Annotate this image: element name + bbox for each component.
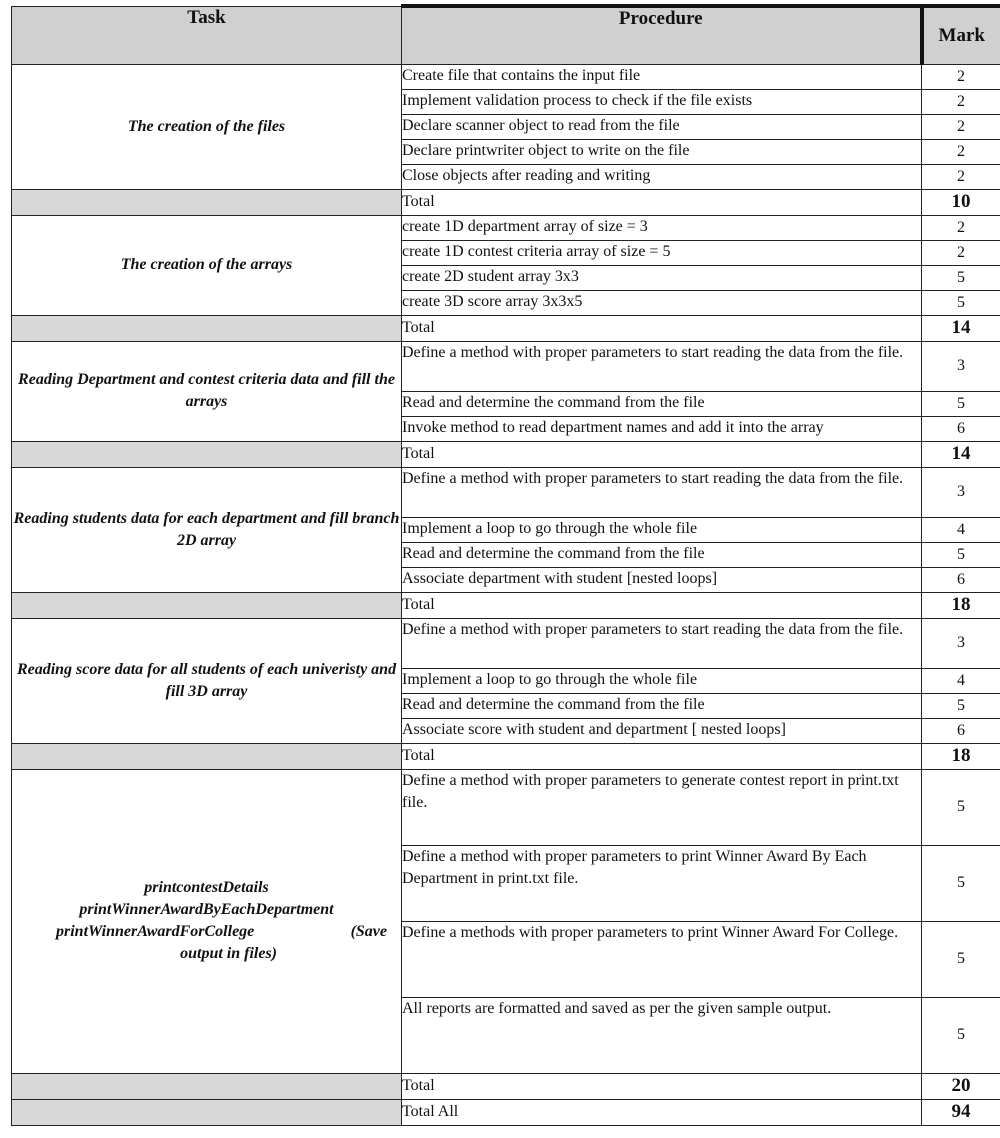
marking-rubric-table xyxy=(11,4,1000,1126)
total-blank-cell xyxy=(12,315,402,341)
procedure-cell: Read and determine the command from the file xyxy=(402,542,922,567)
table-row xyxy=(12,769,1000,845)
total-value: 10 xyxy=(922,189,1000,215)
procedure-cell: Define a method with proper parameters to start reading the data from the file. xyxy=(402,467,922,517)
task-cell: Reading score data for all students of each univeristy and fill 3D array xyxy=(12,618,402,743)
procedure-cell: Define a method with proper parameters to start reading the data from the file. xyxy=(402,618,922,668)
procedure-cell: create 2D student array 3x3 xyxy=(402,265,922,290)
mark-cell: 5 xyxy=(922,693,1000,718)
mark-cell: 2 xyxy=(922,89,1000,114)
header-mark: Mark xyxy=(922,6,1000,64)
mark-cell: 2 xyxy=(922,64,1000,89)
total-row xyxy=(12,1073,1000,1099)
mark-cell: 5 xyxy=(922,542,1000,567)
mark-cell: 5 xyxy=(922,921,1000,997)
procedure-cell: Declare printwriter object to write on the file xyxy=(402,139,922,164)
procedure-cell: Define a method with proper parameters to print Winner Award By Each Department in print.txt file. xyxy=(402,845,922,921)
task-cell: Reading Department and contest criteria data and fill the arrays xyxy=(12,341,402,441)
mark-cell: 2 xyxy=(922,114,1000,139)
total-label: Total xyxy=(402,592,922,618)
mark-cell: 4 xyxy=(922,517,1000,542)
procedure-cell: Associate department with student [nested loops] xyxy=(402,567,922,592)
mark-cell: 3 xyxy=(922,618,1000,668)
procedure-cell: Implement a loop to go through the whole file xyxy=(402,517,922,542)
task-line: printWinnerAwardForCollege xyxy=(56,923,255,940)
table-row xyxy=(12,215,1000,240)
procedure-cell: Invoke method to read department names and add it into the array xyxy=(402,416,922,441)
mark-cell: 5 xyxy=(922,997,1000,1073)
total-value: 14 xyxy=(922,441,1000,467)
total-row xyxy=(12,743,1000,769)
grand-total-label: Total All xyxy=(402,1099,922,1125)
procedure-cell: create 1D contest criteria array of size = 5 xyxy=(402,240,922,265)
grand-total-value: 94 xyxy=(922,1099,1000,1125)
mark-cell: 2 xyxy=(922,215,1000,240)
task-cell: The creation of the arrays xyxy=(12,215,402,315)
header-procedure: Procedure xyxy=(402,6,922,64)
mark-cell: 5 xyxy=(922,391,1000,416)
procedure-cell: create 3D score array 3x3x5 xyxy=(402,290,922,315)
task-cell: The creation of the files xyxy=(12,64,402,189)
mark-cell: 2 xyxy=(922,164,1000,189)
mark-cell: 6 xyxy=(922,567,1000,592)
procedure-cell: Create file that contains the input file xyxy=(402,64,922,89)
procedure-cell: Implement a loop to go through the whole file xyxy=(402,668,922,693)
procedure-cell: Read and determine the command from the file xyxy=(402,693,922,718)
mark-cell: 3 xyxy=(922,467,1000,517)
total-label: Total xyxy=(402,315,922,341)
total-label: Total xyxy=(402,743,922,769)
task-line: printcontestDetails xyxy=(144,879,269,896)
total-blank-cell xyxy=(12,189,402,215)
mark-cell: 5 xyxy=(922,265,1000,290)
task-cell: Reading students data for each department and fill branch 2D array xyxy=(12,467,402,592)
task-line: (Save xyxy=(350,923,387,940)
mark-cell: 6 xyxy=(922,718,1000,743)
total-blank-cell xyxy=(12,743,402,769)
total-label: Total xyxy=(402,1073,922,1099)
task-line: output in files) xyxy=(180,945,277,962)
task-line: printWinnerAwardByEachDepartment xyxy=(79,901,334,918)
procedure-cell: create 1D department array of size = 3 xyxy=(402,215,922,240)
task-cell xyxy=(12,769,402,1073)
table-row xyxy=(12,467,1000,517)
total-blank-cell xyxy=(12,1099,402,1125)
total-row xyxy=(12,441,1000,467)
procedure-cell: Associate score with student and department [ nested loops] xyxy=(402,718,922,743)
total-label: Total xyxy=(402,441,922,467)
mark-cell: 5 xyxy=(922,845,1000,921)
mark-cell: 3 xyxy=(922,341,1000,391)
table-row xyxy=(12,341,1000,391)
mark-cell: 6 xyxy=(922,416,1000,441)
mark-cell: 2 xyxy=(922,240,1000,265)
total-row xyxy=(12,189,1000,215)
procedure-cell: Implement validation process to check if the file exists xyxy=(402,89,922,114)
total-blank-cell xyxy=(12,592,402,618)
mark-cell: 5 xyxy=(922,769,1000,845)
mark-cell: 2 xyxy=(922,139,1000,164)
procedure-cell: All reports are formatted and saved as per the given sample output. xyxy=(402,997,922,1073)
mark-cell: 4 xyxy=(922,668,1000,693)
total-label: Total xyxy=(402,189,922,215)
total-value: 18 xyxy=(922,743,1000,769)
procedure-cell: Define a method with proper parameters to generate contest report in print.txt file. xyxy=(402,769,922,845)
header-task: Task xyxy=(12,6,402,64)
task-line-group xyxy=(12,921,401,943)
table-row xyxy=(12,64,1000,89)
total-blank-cell xyxy=(12,1073,402,1099)
procedure-cell: Read and determine the command from the file xyxy=(402,391,922,416)
procedure-cell: Declare scanner object to read from the file xyxy=(402,114,922,139)
total-value: 14 xyxy=(922,315,1000,341)
table-row xyxy=(12,618,1000,668)
procedure-cell: Close objects after reading and writing xyxy=(402,164,922,189)
procedure-cell: Define a methods with proper parameters to print Winner Award For College. xyxy=(402,921,922,997)
procedure-cell: Define a method with proper parameters to start reading the data from the file. xyxy=(402,341,922,391)
total-value: 18 xyxy=(922,592,1000,618)
mark-cell: 5 xyxy=(922,290,1000,315)
total-value: 20 xyxy=(922,1073,1000,1099)
total-blank-cell xyxy=(12,441,402,467)
header-row xyxy=(12,6,1000,64)
grand-total-row xyxy=(12,1099,1000,1125)
total-row xyxy=(12,592,1000,618)
total-row xyxy=(12,315,1000,341)
